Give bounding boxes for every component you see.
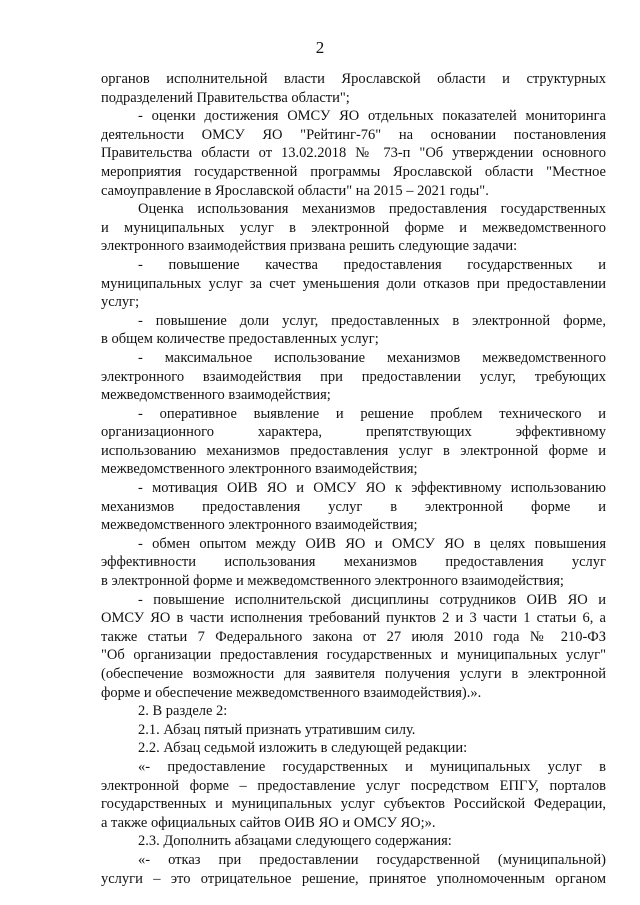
text-line: органов исполнительной власти Ярославской области и структурных xyxy=(101,71,606,87)
text-line: форме и обеспечение межведомственного взаимодействия).». xyxy=(101,684,482,701)
text-line: электронной форме – предоставление услуг посредством ЕПГУ, порталов xyxy=(101,777,606,794)
text-line: самоуправление в Ярославской области" на 2015 – 2021 годы". xyxy=(101,182,489,199)
text-line: «- отказ при предоставлении государственной (муниципальной) xyxy=(138,851,606,868)
document-body xyxy=(101,70,606,888)
text-line: - повышение исполнительской дисциплины сотрудников ОИВ ЯО и xyxy=(138,591,606,608)
text-line: в общем количестве предоставленных услуг; xyxy=(101,331,379,348)
text-line: услуги – это отрицательное решение, принятое уполномоченным органом xyxy=(101,870,606,887)
text-line: Правительства области от 13.02.2018 № 73-п "Об утверждении основного xyxy=(101,145,606,162)
text-line: деятельности ОМСУ ЯО "Рейтинг-76" на основании постановления xyxy=(101,126,606,143)
text-line: межведомственного электронного взаимодействия; xyxy=(101,461,418,478)
text-line: 2.2. Абзац седьмой изложить в следующей редакции: xyxy=(138,740,468,757)
text-line: - мотивация ОИВ ЯО и ОМСУ ЯО к эффективному использованию xyxy=(138,480,606,497)
text-line: мероприятия государственной программы Ярославской области "Местное xyxy=(101,163,606,180)
text-line: государственных и муниципальных услуг субъектов Российской Федерации, xyxy=(101,796,606,813)
text-line: а также официальных сайтов ОИВ ЯО и ОМСУ ЯО;». xyxy=(101,814,436,831)
text-line: использованию механизмов предоставления услуг в электронной форме и xyxy=(101,442,606,459)
text-line: 2. В разделе 2: xyxy=(138,703,228,720)
text-line: - повышение качества предоставления государственных и xyxy=(138,256,606,273)
text-line: - оперативное выявление и решение проблем технического и xyxy=(138,405,606,422)
text-line: электронного взаимодействия при предоставлении услуг, требующих xyxy=(101,368,606,385)
text-line: - повышение доли услуг, предоставленных в электронной форме, xyxy=(138,312,606,329)
text-line: (обеспечение возможности для заявителя получения услуги в электронной xyxy=(101,666,606,682)
text-line: ОМСУ ЯО в части исполнения требований пунктов 2 и 3 части 1 статьи 6, а xyxy=(101,610,606,627)
text-line: межведомственного взаимодействия; xyxy=(101,387,331,404)
text-line: «- предоставление государственных и муниципальных услуг в xyxy=(138,758,606,775)
text-line: - обмен опытом между ОИВ ЯО и ОМСУ ЯО в целях повышения xyxy=(138,535,606,552)
text-line: эффективности использования механизмов предоставления услуг xyxy=(101,554,606,571)
text-line: 2.1. Абзац пятый признать утратившим силу. xyxy=(138,721,416,738)
text-line: "Об организации предоставления государственных и муниципальных услуг" xyxy=(101,647,606,664)
text-line: в электронной форме и межведомственного электронного взаимодействия; xyxy=(101,573,564,590)
text-line: механизмов предоставления услуг в электронной форме и xyxy=(101,498,606,515)
text-line: - максимальное использование механизмов межведомственного xyxy=(138,349,606,366)
text-line: и муниципальных услуг в электронной форме и межведомственного xyxy=(101,219,606,236)
text-line: электронного взаимодействия призвана решить следующие задачи: xyxy=(101,238,518,255)
text-line: подразделений Правительства области"; xyxy=(101,89,350,106)
text-line: услуг; xyxy=(101,294,140,311)
text-line: муниципальных услуг за счет уменьшения доли отказов при предоставлении xyxy=(101,275,606,292)
text-line: Оценка использования механизмов предоставления государственных xyxy=(138,201,606,218)
text-line: организационного характера, препятствующих эффективному xyxy=(101,424,606,441)
text-line: 2.3. Дополнить абзацами следующего содержания: xyxy=(138,833,452,850)
text-line: межведомственного электронного взаимодействия; xyxy=(101,517,418,534)
page-number: 2 xyxy=(315,38,325,57)
text-line: также статьи 7 Федерального закона от 27 июля 2010 года № 210-ФЗ xyxy=(101,628,606,645)
text-line: - оценки достижения ОМСУ ЯО отдельных показателей мониторинга xyxy=(138,108,606,125)
